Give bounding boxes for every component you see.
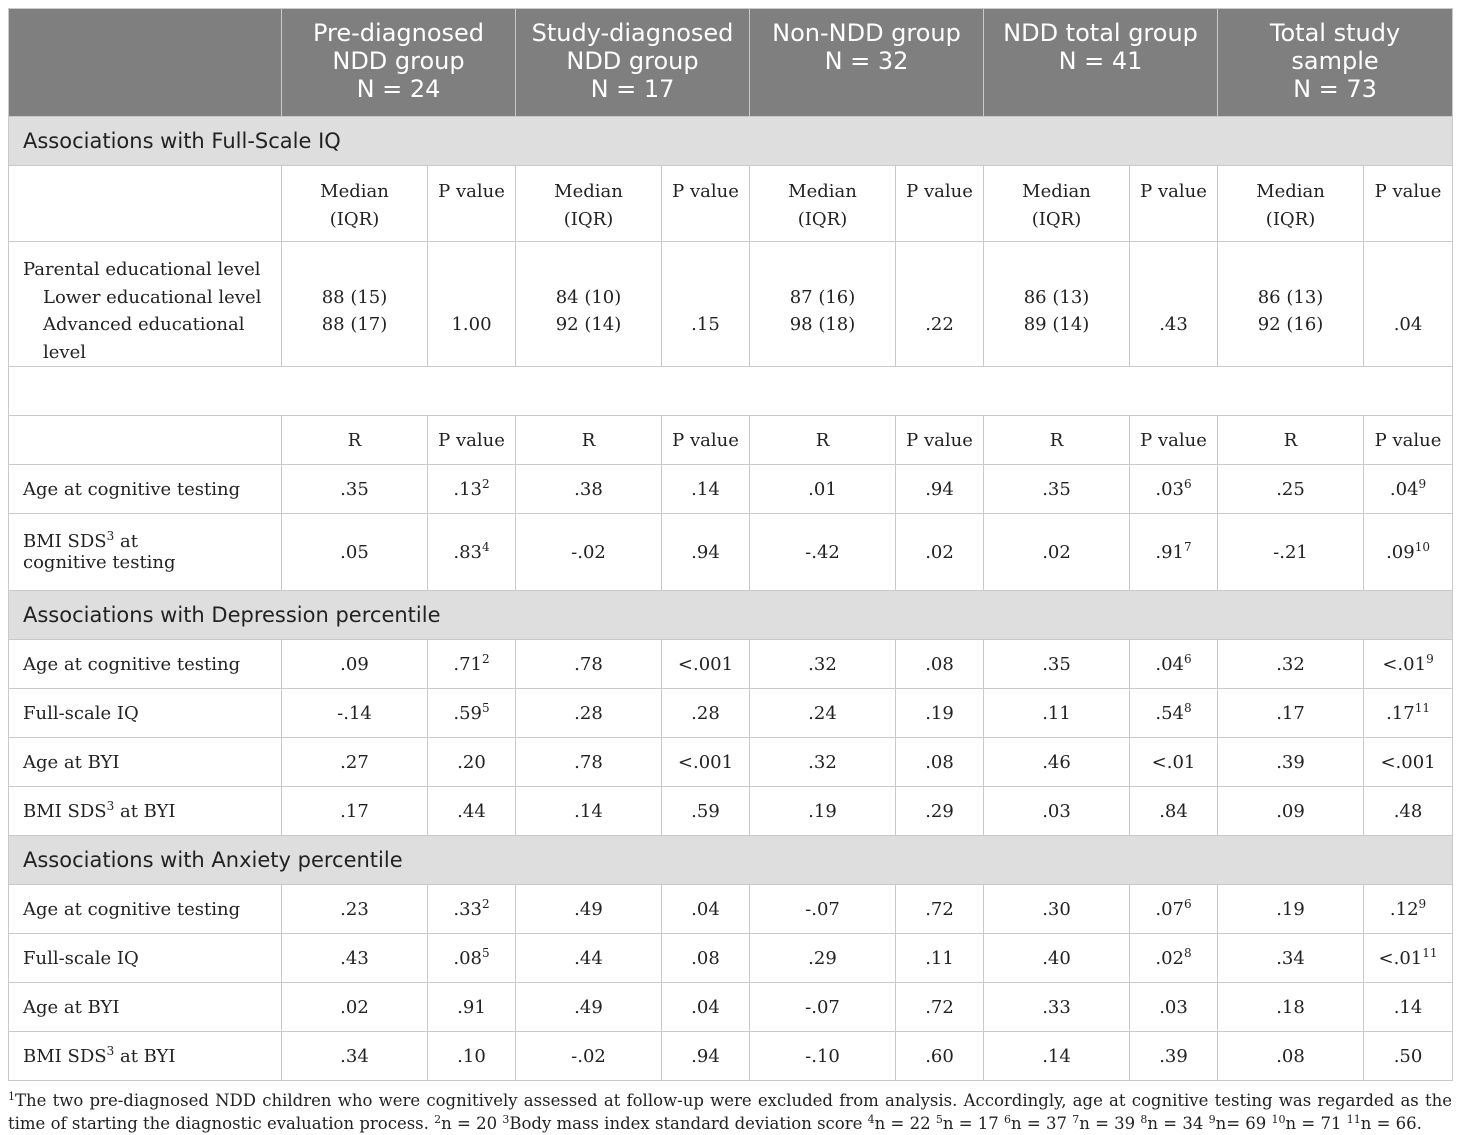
table-row bbox=[9, 885, 1453, 934]
p-value-cell bbox=[428, 983, 516, 1032]
p-value-cell bbox=[662, 514, 750, 591]
p-value: .71 bbox=[453, 653, 482, 675]
p-value-cell bbox=[1364, 465, 1453, 514]
table-row bbox=[9, 689, 1453, 738]
header-study-diagnosed: Study-diagnosed NDD group N = 17 bbox=[516, 9, 750, 117]
footnote-marker: 11 bbox=[1422, 945, 1438, 960]
education-p: .04 bbox=[1364, 242, 1453, 367]
p-value: .72 bbox=[925, 996, 954, 1018]
footnote-marker: 2 bbox=[482, 896, 490, 911]
r-value-cell: .35 bbox=[984, 640, 1130, 689]
p-value-cell bbox=[1364, 738, 1453, 787]
r-value-cell: -.07 bbox=[750, 983, 896, 1032]
table-row bbox=[9, 787, 1453, 836]
p-value: .08 bbox=[925, 751, 954, 773]
r-value-cell: .02 bbox=[282, 983, 428, 1032]
p-value-cell bbox=[662, 689, 750, 738]
r-value-cell: .01 bbox=[750, 465, 896, 514]
footnote-marker: 5 bbox=[482, 700, 490, 715]
p-value-cell bbox=[662, 738, 750, 787]
table-row bbox=[9, 983, 1453, 1032]
education-p: .22 bbox=[896, 242, 984, 367]
r-value-cell: .34 bbox=[1218, 934, 1364, 983]
r-value-cell: .78 bbox=[516, 640, 662, 689]
p-value: .91 bbox=[1155, 541, 1185, 563]
p-value-cell bbox=[1364, 1032, 1453, 1081]
r-value-cell: .43 bbox=[282, 934, 428, 983]
r-value-cell: .34 bbox=[282, 1032, 428, 1081]
subheader-r: R bbox=[1218, 416, 1364, 465]
p-value: .19 bbox=[925, 702, 954, 724]
subheader-p: P value bbox=[896, 416, 984, 465]
r-value-cell: .24 bbox=[750, 689, 896, 738]
p-value-cell bbox=[1130, 983, 1218, 1032]
r-value-cell: .11 bbox=[984, 689, 1130, 738]
p-value-cell bbox=[428, 514, 516, 591]
p-value-cell bbox=[428, 787, 516, 836]
p-value: .04 bbox=[1389, 478, 1419, 500]
footnote-marker: 7 bbox=[1184, 539, 1192, 554]
education-p: .15 bbox=[662, 242, 750, 367]
p-value-cell bbox=[428, 738, 516, 787]
row-label: BMI SDS$^3$ at cognitive testing bbox=[9, 514, 282, 591]
r-value-cell: -.42 bbox=[750, 514, 896, 591]
section-row-anxiety bbox=[9, 836, 1453, 885]
p-value: .07 bbox=[1155, 898, 1185, 920]
r-value-cell: .49 bbox=[516, 983, 662, 1032]
footnote-marker: 6 bbox=[1184, 651, 1192, 666]
subheader-blank bbox=[9, 166, 282, 242]
subheader-p: P value bbox=[662, 166, 750, 242]
subheader-median: Median (IQR) bbox=[516, 166, 662, 242]
p-value-cell bbox=[428, 465, 516, 514]
p-value: .03 bbox=[1159, 996, 1188, 1018]
p-value-cell bbox=[1364, 640, 1453, 689]
r-value-cell: .08 bbox=[1218, 1032, 1364, 1081]
p-value: .84 bbox=[1159, 800, 1188, 822]
p-value: .91 bbox=[457, 996, 486, 1018]
table-footnote: $^1$The two pre-diagnosed NDD children who were cognitively assessed at follow-up were excluded from analysis. Accordingly, age at cognitive testing was regarded as the time of starting the diagnostic evaluation process. $^2$n = 20 $^3$Body mass index standard deviation score $^4$n = 22 $^5$n = 17 $^6$n = 37 $^7$n = 39 $^8$n = 34 $^9$n= 69 $^{10}$n = 71 $^{11}$n = 66. bbox=[8, 1090, 1452, 1133]
r-value-cell: .78 bbox=[516, 738, 662, 787]
p-value-cell bbox=[1364, 885, 1453, 934]
header-ndd-total: NDD total group N = 41 bbox=[984, 9, 1218, 117]
r-value-cell: .17 bbox=[1218, 689, 1364, 738]
section-title-anxiety: Associations with Anxiety percentile bbox=[9, 836, 1453, 885]
p-value-cell bbox=[896, 514, 984, 591]
p-value: .14 bbox=[691, 478, 720, 500]
p-value-cell bbox=[662, 983, 750, 1032]
p-value-cell bbox=[428, 1032, 516, 1081]
subheader-median: Median (IQR) bbox=[984, 166, 1130, 242]
education-median: 86 (13) 92 (16) bbox=[1218, 242, 1364, 367]
subheader-p: P value bbox=[1364, 416, 1453, 465]
p-value: .60 bbox=[925, 1045, 954, 1067]
p-value: <.001 bbox=[677, 751, 734, 773]
footnote-marker: 6 bbox=[1184, 896, 1192, 911]
subheader-r: R bbox=[282, 416, 428, 465]
p-value-cell bbox=[896, 738, 984, 787]
p-value-cell bbox=[1130, 738, 1218, 787]
header-pre-diagnosed: Pre-diagnosed NDD group N = 24 bbox=[282, 9, 516, 117]
p-value: .13 bbox=[453, 478, 482, 500]
r-value-cell: -.02 bbox=[516, 1032, 662, 1081]
subheader-p: P value bbox=[428, 416, 516, 465]
r-value-cell: .33 bbox=[984, 983, 1130, 1032]
r-value-cell: .46 bbox=[984, 738, 1130, 787]
r-value-cell: .17 bbox=[282, 787, 428, 836]
subheader-median: Median (IQR) bbox=[750, 166, 896, 242]
r-value-cell: .02 bbox=[984, 514, 1130, 591]
p-value-cell bbox=[1364, 787, 1453, 836]
p-value: .08 bbox=[925, 653, 954, 675]
p-value-cell bbox=[1364, 934, 1453, 983]
footnote-marker: 9 bbox=[1426, 651, 1434, 666]
p-value-cell bbox=[428, 640, 516, 689]
subheader-r: R bbox=[750, 416, 896, 465]
subheader-p: P value bbox=[896, 166, 984, 242]
p-value: .44 bbox=[457, 800, 486, 822]
footnote-marker: 5 bbox=[482, 945, 490, 960]
p-value-cell bbox=[1364, 983, 1453, 1032]
p-value-cell bbox=[896, 1032, 984, 1081]
p-value: .08 bbox=[691, 947, 720, 969]
row-label: Age at BYI bbox=[9, 983, 282, 1032]
r-value-cell: -.10 bbox=[750, 1032, 896, 1081]
r-value-cell: .27 bbox=[282, 738, 428, 787]
p-value-cell bbox=[662, 465, 750, 514]
median-subheader-row bbox=[9, 166, 1453, 242]
p-value-cell bbox=[662, 934, 750, 983]
section-row-fsiq bbox=[9, 117, 1453, 166]
footnote-marker: 2 bbox=[482, 651, 490, 666]
p-value: <.01 bbox=[1378, 947, 1423, 969]
r-value-cell: .40 bbox=[984, 934, 1130, 983]
r-value-cell: -.07 bbox=[750, 885, 896, 934]
r-value-cell: .14 bbox=[984, 1032, 1130, 1081]
subheader-r: R bbox=[984, 416, 1130, 465]
p-value: .11 bbox=[925, 947, 954, 969]
r-value-cell: .38 bbox=[516, 465, 662, 514]
p-value: .20 bbox=[457, 751, 486, 773]
p-value-cell bbox=[1130, 885, 1218, 934]
p-value: .17 bbox=[1386, 702, 1415, 724]
subheader-r: R bbox=[516, 416, 662, 465]
p-value-cell bbox=[896, 787, 984, 836]
r-value-cell: -.14 bbox=[282, 689, 428, 738]
row-label: BMI SDS$^3$ at BYI bbox=[9, 1032, 282, 1081]
header-blank bbox=[9, 9, 282, 117]
p-value: .94 bbox=[925, 478, 954, 500]
r-value-cell: .05 bbox=[282, 514, 428, 591]
p-value-cell bbox=[662, 640, 750, 689]
r-value-cell: .18 bbox=[1218, 983, 1364, 1032]
r-value-cell: .44 bbox=[516, 934, 662, 983]
p-value: .02 bbox=[1155, 947, 1185, 969]
r-value-cell: .09 bbox=[1218, 787, 1364, 836]
p-value-cell bbox=[1130, 640, 1218, 689]
p-value: .09 bbox=[1386, 541, 1415, 563]
r-value-cell: -.21 bbox=[1218, 514, 1364, 591]
p-value: <.01 bbox=[1151, 751, 1196, 773]
p-value: .03 bbox=[1155, 478, 1185, 500]
education-median: 86 (13) 89 (14) bbox=[984, 242, 1130, 367]
footnote-marker: 10 bbox=[1414, 539, 1430, 554]
blank-row bbox=[9, 367, 1453, 416]
row-label: Full-scale IQ bbox=[9, 934, 282, 983]
p-value-cell bbox=[896, 983, 984, 1032]
r-value-cell: .49 bbox=[516, 885, 662, 934]
results-table bbox=[8, 8, 1453, 1081]
p-value-cell bbox=[662, 885, 750, 934]
r-value-cell: .19 bbox=[1218, 885, 1364, 934]
p-value: .83 bbox=[453, 541, 482, 563]
p-value: .59 bbox=[691, 800, 720, 822]
p-value: <.01 bbox=[1382, 653, 1427, 675]
p-value: <.001 bbox=[677, 653, 734, 675]
subheader-p: P value bbox=[662, 416, 750, 465]
p-value-cell bbox=[428, 885, 516, 934]
footnote-marker: 2 bbox=[482, 476, 490, 491]
r-value-cell: .09 bbox=[282, 640, 428, 689]
p-value: .04 bbox=[1155, 653, 1185, 675]
p-value: .08 bbox=[453, 947, 482, 969]
p-value: <.001 bbox=[1380, 751, 1436, 773]
footnote-marker: 11 bbox=[1414, 700, 1430, 715]
header-row bbox=[9, 9, 1453, 117]
p-value: .94 bbox=[691, 1045, 720, 1067]
row-label: Age at BYI bbox=[9, 738, 282, 787]
r-value-cell: .32 bbox=[750, 738, 896, 787]
footnote-marker: 8 bbox=[1184, 700, 1192, 715]
p-value-cell bbox=[1130, 787, 1218, 836]
p-value: .59 bbox=[453, 702, 482, 724]
p-value-cell bbox=[896, 934, 984, 983]
r-value-cell: .35 bbox=[282, 465, 428, 514]
subheader-p: P value bbox=[1364, 166, 1453, 242]
p-value-cell bbox=[428, 934, 516, 983]
education-label: Parental educational level Lower educational level Advanced educational level bbox=[9, 242, 282, 367]
education-median: 87 (16) 98 (18) bbox=[750, 242, 896, 367]
r-value-cell: .23 bbox=[282, 885, 428, 934]
subheader-median: Median (IQR) bbox=[1218, 166, 1364, 242]
r-value-cell: .29 bbox=[750, 934, 896, 983]
row-label: Age at cognitive testing bbox=[9, 640, 282, 689]
p-value-cell bbox=[1364, 514, 1453, 591]
r-value-cell: .19 bbox=[750, 787, 896, 836]
r-value-cell: .32 bbox=[1218, 640, 1364, 689]
r-value-cell: -.02 bbox=[516, 514, 662, 591]
data-table-container bbox=[8, 8, 1452, 1135]
r-value-cell: .03 bbox=[984, 787, 1130, 836]
subheader-p: P value bbox=[428, 166, 516, 242]
p-value-cell bbox=[896, 640, 984, 689]
footnote-marker: 9 bbox=[1418, 476, 1427, 491]
header-total-sample: Total study sample N = 73 bbox=[1218, 9, 1453, 117]
p-value-cell bbox=[1130, 465, 1218, 514]
p-value-cell bbox=[1130, 514, 1218, 591]
p-value: .94 bbox=[691, 541, 720, 563]
p-value: .04 bbox=[691, 996, 720, 1018]
p-value: .29 bbox=[925, 800, 954, 822]
p-value: .54 bbox=[1155, 702, 1185, 724]
p-value-cell bbox=[896, 689, 984, 738]
p-value: .04 bbox=[691, 898, 720, 920]
p-value: .48 bbox=[1393, 800, 1423, 822]
education-median: 88 (15) 88 (17) bbox=[282, 242, 428, 367]
row-label: BMI SDS$^3$ at BYI bbox=[9, 787, 282, 836]
p-value: .72 bbox=[925, 898, 954, 920]
p-value: .50 bbox=[1393, 1045, 1423, 1067]
table-row bbox=[9, 1032, 1453, 1081]
r-value-cell: .30 bbox=[984, 885, 1130, 934]
section-row-depression bbox=[9, 591, 1453, 640]
table-row bbox=[9, 640, 1453, 689]
footnote-marker: 9 bbox=[1418, 896, 1427, 911]
r-value-cell: .32 bbox=[750, 640, 896, 689]
footnote-marker: 4 bbox=[482, 539, 490, 554]
r-value-cell: .28 bbox=[516, 689, 662, 738]
p-value: .14 bbox=[1393, 996, 1423, 1018]
subheader-blank bbox=[9, 416, 282, 465]
subheader-p: P value bbox=[1130, 416, 1218, 465]
p-value-cell bbox=[1130, 934, 1218, 983]
table-row bbox=[9, 738, 1453, 787]
table-row bbox=[9, 934, 1453, 983]
p-value-cell bbox=[896, 885, 984, 934]
p-value: .33 bbox=[453, 898, 482, 920]
p-value: .12 bbox=[1389, 898, 1419, 920]
education-row bbox=[9, 242, 1453, 367]
p-value: .02 bbox=[925, 541, 954, 563]
p-value-cell bbox=[1130, 1032, 1218, 1081]
r-value-cell: .35 bbox=[984, 465, 1130, 514]
r-subheader-row bbox=[9, 416, 1453, 465]
row-label: Full-scale IQ bbox=[9, 689, 282, 738]
r-value-cell: .14 bbox=[516, 787, 662, 836]
p-value: .10 bbox=[457, 1045, 486, 1067]
p-value-cell bbox=[428, 689, 516, 738]
blank-cell bbox=[9, 367, 1453, 416]
p-value-cell bbox=[662, 787, 750, 836]
r-value-cell: .39 bbox=[1218, 738, 1364, 787]
section-title-depression: Associations with Depression percentile bbox=[9, 591, 1453, 640]
p-value-cell bbox=[896, 465, 984, 514]
footnote-marker: 6 bbox=[1184, 476, 1192, 491]
p-value-cell bbox=[662, 1032, 750, 1081]
p-value: .39 bbox=[1159, 1045, 1188, 1067]
table-row bbox=[9, 514, 1453, 591]
subheader-p: P value bbox=[1130, 166, 1218, 242]
table-row bbox=[9, 465, 1453, 514]
section-title-fsiq: Associations with Full-Scale IQ bbox=[9, 117, 1453, 166]
education-p: .43 bbox=[1130, 242, 1218, 367]
row-label: Age at cognitive testing bbox=[9, 465, 282, 514]
education-median: 84 (10) 92 (14) bbox=[516, 242, 662, 367]
header-non-ndd: Non-NDD group N = 32 bbox=[750, 9, 984, 117]
subheader-median: Median (IQR) bbox=[282, 166, 428, 242]
p-value-cell bbox=[1130, 689, 1218, 738]
footnote-marker: 8 bbox=[1184, 945, 1192, 960]
r-value-cell: .25 bbox=[1218, 465, 1364, 514]
p-value: .28 bbox=[691, 702, 720, 724]
p-value-cell bbox=[1364, 689, 1453, 738]
education-p: 1.00 bbox=[428, 242, 516, 367]
row-label: Age at cognitive testing bbox=[9, 885, 282, 934]
